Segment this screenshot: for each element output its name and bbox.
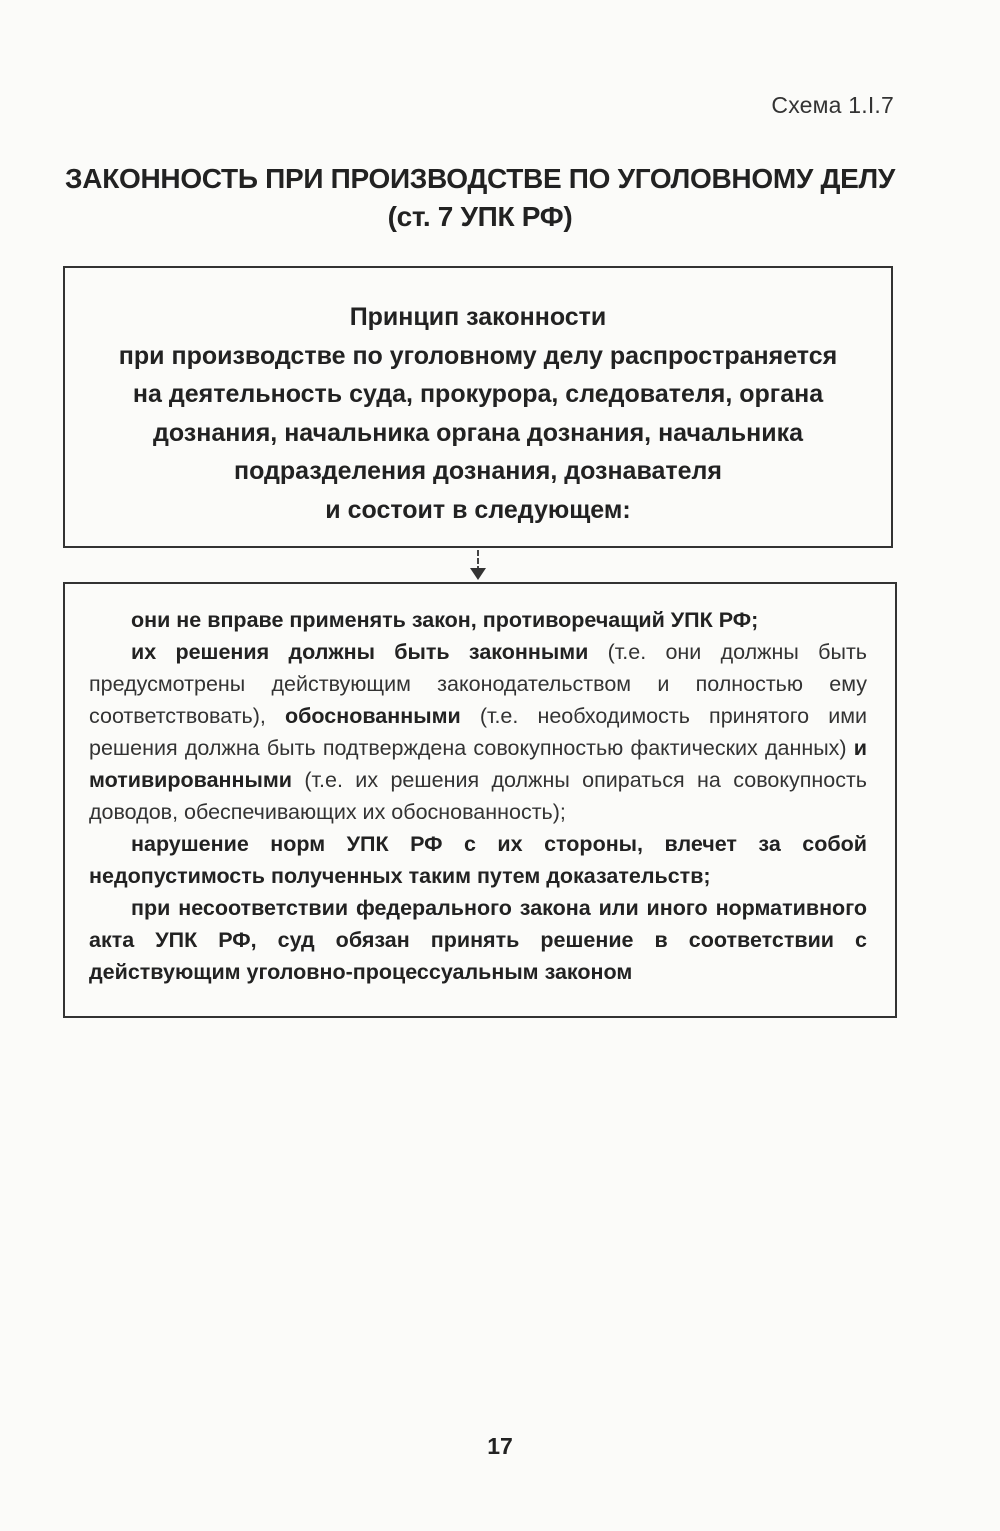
principle-line: Принцип законности bbox=[349, 303, 607, 331]
principle-line: на деятельность суда, прокурора, следователя, органа bbox=[132, 380, 824, 408]
details-box bbox=[63, 582, 897, 1018]
detail-item-1 bbox=[89, 604, 867, 636]
page-title bbox=[60, 160, 900, 236]
principle-line: подразделения дознания, дознавателя bbox=[233, 457, 723, 485]
detail-item-2 bbox=[89, 636, 867, 828]
detail-item-3 bbox=[89, 828, 867, 892]
detail-item-2-text-1: (т.е. они должны быть предусмотрены действующим законодательством и полностью ему соответствовать), bbox=[89, 640, 867, 728]
detail-item-4-text: при несоответствии федерального закона или иного нормативного акта УПК РФ, суд обязан принять решение в соответствии с действующим уголовно-процессуальным законом bbox=[89, 896, 867, 984]
title-line-1: ЗАКОННОСТЬ ПРИ ПРОИЗВОДСТВЕ ПО УГОЛОВНОМУ ДЕЛУ bbox=[65, 163, 895, 194]
detail-item-2-text-2: (т.е. необходимость принятого ими решения должна быть подтверждена совокупностью фактических данных) bbox=[89, 704, 867, 760]
principle-line: дознания, начальника органа дознания, начальника bbox=[153, 418, 803, 447]
page-number: 17 bbox=[487, 1433, 513, 1459]
detail-item-4 bbox=[89, 892, 867, 988]
detail-item-2-text-3: (т.е. их решения должны опираться на совокупность доводов, обеспечивающих их обоснованность); bbox=[89, 768, 867, 824]
detail-item-2-bold-1: их решения должны быть законными bbox=[131, 640, 589, 664]
detail-item-1-text: они не вправе применять закон, противоречащий УПК РФ; bbox=[131, 608, 759, 632]
detail-item-2-bold-3: и мотивированными bbox=[89, 736, 867, 792]
detail-item-3-text: нарушение норм УПК РФ с их стороны, влечет за собой недопустимость полученных таким путем доказательств; bbox=[89, 832, 867, 888]
scheme-label: Схема 1.I.7 bbox=[771, 92, 894, 118]
title-line-2: (ст. 7 УПК РФ) bbox=[387, 201, 573, 232]
principle-line: и состоит в следующем: bbox=[325, 495, 631, 524]
principle-box bbox=[63, 266, 893, 548]
principle-line: при производстве по уголовному делу распространяется bbox=[118, 341, 838, 370]
detail-item-2-bold-2: обоснованными bbox=[285, 704, 461, 728]
arrow-down-icon bbox=[470, 568, 486, 580]
